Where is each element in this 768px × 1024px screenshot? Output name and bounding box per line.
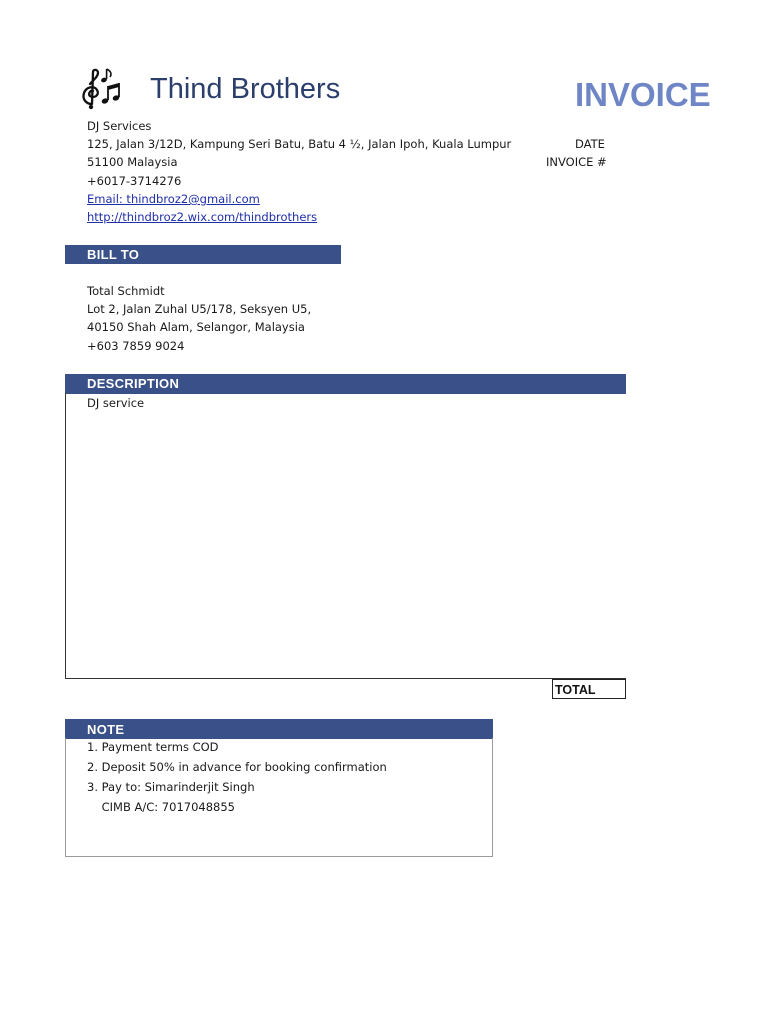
company-address-line2: 51100 Malaysia <box>87 155 178 169</box>
description-heading: DESCRIPTION <box>65 374 626 394</box>
invoice-number-label: INVOICE # <box>546 155 607 169</box>
description-box <box>65 393 626 679</box>
note-heading: NOTE <box>65 719 493 739</box>
document-title: INVOICE <box>575 76 711 113</box>
company-name: Thind Brothers <box>150 73 341 105</box>
company-email-link[interactable]: Email: thindbroz2@gmail.com <box>87 192 260 206</box>
bill-to-address-line1: Lot 2, Jalan Zuhal U5/178, Seksyen U5, <box>87 302 312 316</box>
note-line-4: CIMB A/C: 7017048855 <box>87 800 235 814</box>
company-address-line1: 125, Jalan 3/12D, Kampung Seri Batu, Batu 4 ½, Jalan Ipoh, Kuala Lumpur <box>87 137 512 151</box>
total-label: TOTAL <box>552 679 626 699</box>
note-line-2: 2. Deposit 50% in advance for booking confirmation <box>87 760 387 774</box>
music-notes-icon <box>78 68 124 110</box>
company-phone: +6017-3714276 <box>87 174 182 188</box>
description-item: DJ service <box>87 396 145 410</box>
bill-to-phone: +603 7859 9024 <box>87 339 185 353</box>
bill-to-heading: BILL TO <box>65 245 341 264</box>
note-line-3: 3. Pay to: Simarinderjit Singh <box>87 780 255 794</box>
date-label: DATE <box>575 137 605 151</box>
note-line-1: 1. Payment terms COD <box>87 740 219 754</box>
bill-to-name: Total Schmidt <box>87 284 165 298</box>
company-website-link[interactable]: http://thindbroz2.wix.com/thindbrothers <box>87 210 318 224</box>
company-tagline: DJ Services <box>87 119 152 133</box>
note-box <box>65 738 493 857</box>
bill-to-address-line2: 40150 Shah Alam, Selangor, Malaysia <box>87 320 305 334</box>
